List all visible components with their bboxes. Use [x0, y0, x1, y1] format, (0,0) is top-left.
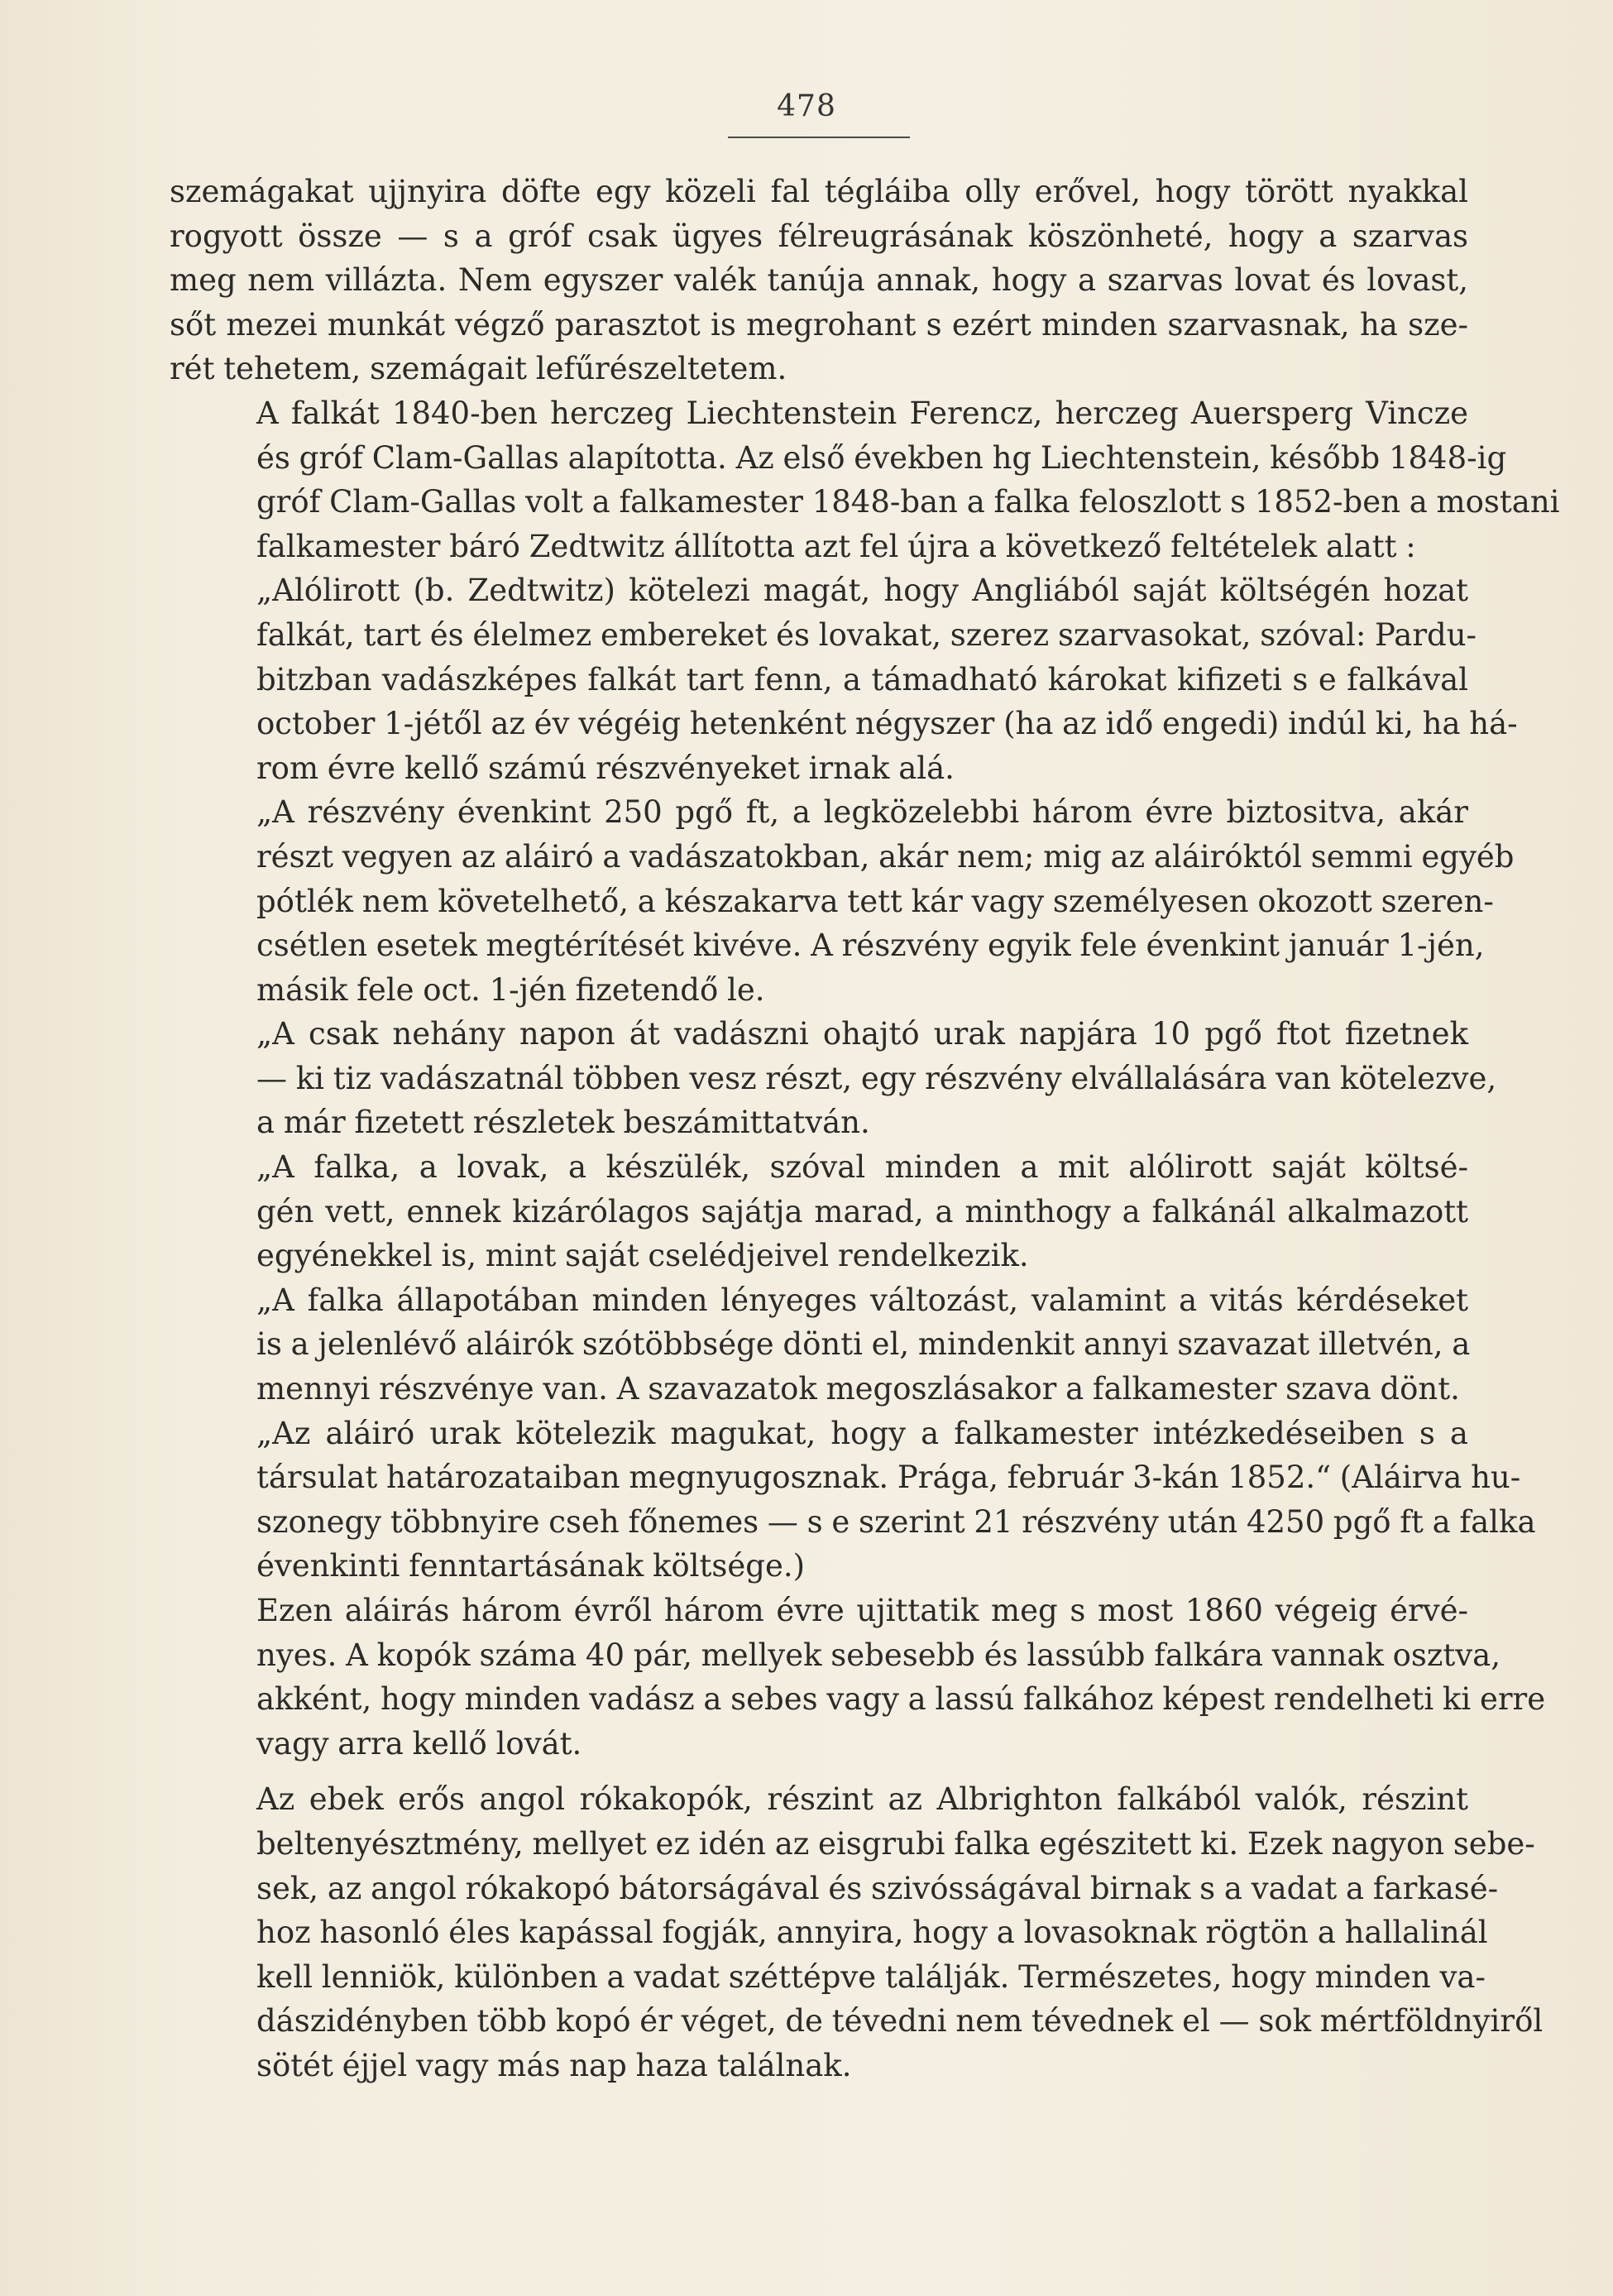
text-line: akként, hogy minden vadász a sebes vagy a lassú falkához képest rendelheti ki erre — [256, 1681, 1546, 1718]
text-line: részt vegyen az aláiró a vadászatokban, akár nem; mig az aláiróktól semmi egyéb — [256, 838, 1515, 875]
text-line: rogyott össze — s a gróf csak ügyes félreugrásának köszönheté, hogy a szarvas — [170, 218, 1468, 254]
paragraph — [170, 1278, 1471, 1412]
text-line: társulat határozataiban megnyugosznak. Prága, február 3-kán 1852.“ (Aláirva hu- — [256, 1460, 1521, 1496]
text-line: dászidényben több kopó ér véget, de tévedni nem tévednek el — sok mértföldnyiről — [256, 2003, 1544, 2040]
text-line: sötét éjjel vagy más nap haza találnak. — [256, 2047, 852, 2083]
text-line: csétlen esetek megtérítését kivéve. A részvény egyik fele évenkint január 1-jén, — [256, 928, 1485, 964]
text-line: másik fele oct. 1-jén fizetendő le. — [256, 971, 765, 1008]
paragraph — [170, 391, 1560, 568]
paragraph — [170, 568, 1518, 790]
text-line: beltenyésztmény, mellyet ez idén az eisgrubi falka egészitett ki. Ezek nagyon sebe- — [256, 1825, 1535, 1862]
text-line: és gróf Clam-Gallas alapította. Az első években hg Liechtenstein, később 1848-ig — [256, 439, 1507, 476]
paragraph — [170, 1012, 1497, 1145]
text-line: rét tehetem, szemágait lefűrészeltetem. — [170, 351, 787, 387]
text-line: „Alólirott (b. Zedtwitz) kötelezi magát, hogy Angliából saját költségén hozat — [256, 573, 1468, 609]
text-line: vagy arra kellő lovát. — [256, 1725, 582, 1762]
text-line: falkát, tart és élelmez embereket és lovakat, szerez szarvasokat, szóval: Pardu- — [256, 616, 1477, 653]
text-line: gén vett, ennek kizárólagos sajátja marad, a minthogy a falkánál alkalmazott — [256, 1193, 1468, 1229]
body-text — [170, 170, 1560, 2088]
text-line: a már fizetett részletek beszámittatván. — [256, 1105, 870, 1141]
text-line: A falkát 1840-ben herczeg Liechtenstein Ferencz, herczeg Auersperg Vincze — [256, 395, 1468, 431]
text-line: Az ebek erős angol rókakopók, részint az Albrighton falkából valók, részint — [256, 1781, 1468, 1818]
text-line: — ki tiz vadászatnál többen vesz részt, egy részvény elvállalására van kötelezve, — [256, 1060, 1497, 1096]
text-line: „Az aláiró urak kötelezik magukat, hogy a falkamester intézkedéseiben s a — [256, 1415, 1468, 1451]
text-line: hoz hasonló éles kapással fogják, annyira, hogy a lovasoknak rögtön a hallalinál — [256, 1915, 1488, 1951]
paragraph — [170, 1412, 1536, 1589]
text-line: „A falka, a lovak, a készülék, szóval minden a mit alólirott saját költsé- — [256, 1149, 1468, 1186]
paragraph — [170, 170, 1468, 391]
text-line: meg nem villázta. Nem egyszer valék tanúja annak, hogy a szarvas lovat és lovast, — [170, 262, 1468, 299]
text-line: is a jelenlévő aláirók szótöbbsége dönti el, mindenkit annyi szavazat illetvén, a — [256, 1326, 1471, 1363]
text-line: mennyi részvénye van. A szavazatok megoszlásakor a falkamester szava dönt. — [256, 1371, 1460, 1407]
text-line: sőt mezei munkát végző parasztot is megrohant s ezért minden szarvasnak, ha sze- — [170, 306, 1468, 343]
text-line: szemágakat ujjnyira döfte egy közeli fal tégláiba olly erővel, hogy törött nyakkal — [170, 174, 1468, 209]
paragraph — [170, 1777, 1544, 2087]
text-line: „A részvény évenkint 250 pgő ft, a legközelebbi három évre biztositva, akár — [256, 794, 1468, 831]
page-number: 478 — [777, 89, 836, 123]
text-line: Ezen aláirás három évről három évre ujittatik meg s most 1860 végeig érvé- — [256, 1593, 1468, 1628]
text-line: rom évre kellő számú részvényeket irnak alá. — [256, 750, 955, 786]
text-line: kell lenniök, különben a vadat széttépve találják. Természetes, hogy minden va- — [256, 1958, 1486, 1995]
text-line: bitzban vadászképes falkát tart fenn, a támadható károkat kifizeti s e falkával — [256, 661, 1468, 697]
paragraph — [170, 1145, 1468, 1278]
text-line: „A csak nehány napon át vadászni ohajtó urak napjára 10 pgő ftot fizetnek — [256, 1016, 1468, 1052]
text-line: sek, az angol rókakopó bátorságával és szivósságával birnak s a vadat a farkasé- — [256, 1870, 1499, 1906]
paragraph — [170, 1589, 1546, 1766]
text-line: szonegy többnyire cseh főnemes — s e szerint 21 részvény után 4250 pgő ft a falka — [256, 1503, 1536, 1540]
text-line: falkamester báró Zedtwitz állította azt fel újra a következő feltételek alatt : — [256, 528, 1416, 564]
page-number-rule — [728, 137, 910, 138]
text-line: egyénekkel is, mint saját cselédjeivel rendelkezik. — [256, 1238, 1029, 1274]
text-line: „A falka állapotában minden lényeges változást, valamint a vitás kérdéseket — [256, 1282, 1468, 1318]
text-line: gróf Clam-Gallas volt a falkamester 1848-ban a falka feloszlott s 1852-ben a mostani — [256, 484, 1560, 520]
paragraph — [170, 790, 1515, 1012]
text-line: évenkinti fenntartásának költsége.) — [256, 1548, 806, 1584]
text-line: october 1-jétől az év végéig hetenként négyszer (ha az idő engedi) indúl ki, ha há- — [256, 706, 1518, 742]
text-line: nyes. A kopók száma 40 pár, mellyek sebesebb és lassúbb falkára vannak osztva, — [256, 1637, 1501, 1673]
text-line: pótlék nem követelhető, a készakarva tett kár vagy személyesen okozott szeren- — [256, 883, 1494, 919]
